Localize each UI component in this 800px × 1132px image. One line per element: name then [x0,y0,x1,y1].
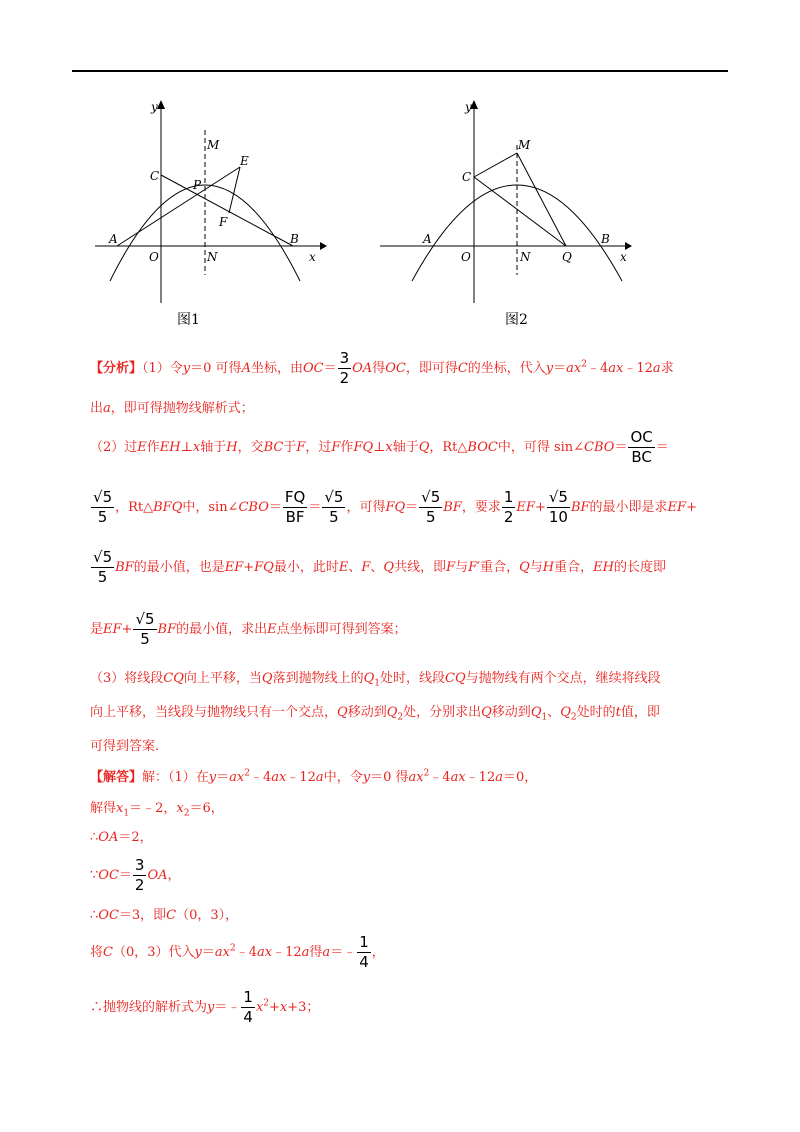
text-seg: Q [363,671,375,686]
text-seg: E [137,440,147,455]
text-seg: x [192,440,201,455]
analysis-tag: 【分析】 [90,361,143,376]
text-seg: F [296,440,306,455]
text-seg: EH [159,440,181,455]
fig2-label-x: x [620,250,627,264]
analysis-line-2 [90,397,254,416]
answer-line-5 [90,904,238,923]
text-seg: ax [214,945,230,960]
text-seg: ＝2， [118,830,153,845]
fig2-label-B: B [601,232,610,246]
text-seg: 处，分别求出 [403,705,482,720]
text-seg: 的坐标，代入 [467,361,546,376]
fraction-sqrt5-5 [133,612,156,647]
text-seg: 得 [309,945,323,960]
text-seg: y [182,361,191,376]
text-seg: 2 [229,943,236,954]
text-seg: ＝﹣2， [129,801,177,816]
text-seg: ， [167,868,181,883]
text-seg: ＝0 可得 [190,361,242,376]
text-seg: CQ [445,671,466,686]
text-seg: 1 [541,712,548,723]
text-seg: 、 [348,560,362,575]
analysis-line-7 [90,667,661,689]
text-seg: ＝ [118,868,132,883]
frac-den: 2 [339,369,350,387]
text-seg: a [495,770,503,785]
text-seg: FQ [254,560,274,575]
text-seg: （1）令 [142,361,183,376]
text-seg: y [207,1000,215,1015]
text-seg: 中，令 [323,770,363,785]
text-seg: x [116,801,124,816]
text-seg: A [241,361,251,376]
text-seg: 移动到 [491,705,531,720]
text-seg: ＝ [216,770,230,785]
text-seg: ＝ [405,500,419,515]
text-seg: ﹣4 [235,945,257,960]
text-seg: Q [560,705,571,720]
frac-den: 5 [133,629,156,647]
fig2-label-O: O [461,250,471,264]
text-seg: （3）将线段 [90,671,164,686]
figure-2-diagram [380,95,640,310]
text-seg: +3； [287,1000,320,1015]
fig1-label-N: N [207,250,218,264]
text-seg: 的长度即 [613,560,666,575]
text-seg: ＝0， [502,770,538,785]
fig2-label-M: M [518,138,531,152]
text-seg: 出 [90,401,104,416]
text-seg: ﹣4 [587,361,609,376]
text-seg: ，可得 [346,500,386,515]
answer-tag: 【解答】 [90,770,143,785]
radicand: 5 [145,610,155,628]
text-seg: FQ [385,500,406,515]
text-seg: 解得 [90,801,117,816]
text-seg: ＝6， [189,801,224,816]
text-seg: a [301,945,310,960]
text-seg: ax [608,361,624,376]
text-seg: y [194,945,202,960]
text-seg: Q [261,671,273,686]
text-seg: ，即可得 [405,361,458,376]
frac-num: FQ [284,488,306,506]
figure-2-caption: 图2 [505,312,528,328]
text-seg: 坐标，由 [250,361,303,376]
text-seg: ﹣12 [465,770,496,785]
answer-line-1 [90,766,537,785]
text-seg: x [255,1000,264,1015]
text-seg: x [385,440,393,455]
fraction-sqrt5-5 [419,490,442,525]
frac-den: 10 [547,507,570,525]
fig1-label-C: C [150,169,160,183]
answer-line-2 [90,797,224,819]
text-seg: ax [566,361,582,376]
text-seg: OC [98,908,119,923]
text-seg: ＝ [323,361,337,376]
figure-1-diagram [95,95,335,310]
fraction-1-4 [241,990,255,1025]
text-seg: EH [593,560,614,575]
text-seg: + [686,500,697,515]
text-seg: 、 [370,560,384,575]
text-seg: ＝ [268,500,282,515]
text-seg: a [315,770,324,785]
fig1-label-y: y [151,100,158,114]
text-seg: 2 [244,768,250,779]
analysis-line-9 [90,735,159,754]
text-seg: OA [352,361,373,376]
fraction-3-2 [338,351,352,386]
fig2-label-C: C [462,170,472,184]
text-seg: BF [570,500,590,515]
text-seg: 轴于 [392,440,419,455]
text-seg: BF [157,622,177,637]
text-seg: 2 [581,359,587,370]
text-seg: 作 [146,440,160,455]
text-seg: 处时的 [576,705,616,720]
frac-den: 2 [503,508,514,526]
text-seg: 与 [455,560,469,575]
fig2-label-y: y [465,100,472,114]
text-seg: x [176,801,184,816]
text-seg: 可得到答案. [90,739,160,754]
text-seg: E [267,622,277,637]
figure-2 [380,95,640,310]
fraction-oc-bc [628,430,654,465]
text-seg: CBO [238,500,269,515]
text-seg: ∵ [90,868,99,883]
frac-den: BC [628,447,654,465]
text-seg: EF [103,622,122,637]
text-seg: ﹣4 [429,770,451,785]
text-seg: ＝ [614,440,628,455]
frac-den: 2 [134,876,145,894]
frac-num: 1 [503,488,514,506]
radicand: 5 [430,488,441,506]
text-seg: ﹣12 [286,770,316,785]
text-seg: F [468,560,478,575]
text-seg: t [615,705,621,720]
analysis-line-1 [90,351,674,386]
text-seg: 落到抛物线上的 [272,671,364,686]
text-seg: 1 [123,808,130,819]
text-seg: ＝3，即 [118,908,167,923]
text-seg: ⊥ [373,440,386,455]
text-seg: BF [115,560,134,575]
frac-num: 1 [243,988,253,1006]
frac-num: √5 [135,610,155,628]
text-seg: 最小，此时 [273,560,339,575]
frac-num: 1 [359,933,369,951]
analysis-line-5 [90,550,666,585]
text-seg: CQ [163,671,184,686]
text-seg: ax [408,770,424,785]
text-seg: Q [418,440,430,455]
fig1-label-B: B [290,232,299,246]
text-seg: 重合， [554,560,594,575]
text-seg: CBO [584,440,615,455]
fig1-label-x: x [309,250,316,264]
text-seg: Q [530,705,542,720]
analysis-line-8 [90,701,660,723]
figure-1 [95,95,335,310]
text-seg: a [322,945,331,960]
text-seg: ＝﹣ [214,1000,241,1015]
frac-num: √5 [324,488,344,506]
text-seg: Q [481,705,492,720]
fraction-sqrt5-5 [322,490,345,525]
text-seg: ax [229,770,245,785]
frac-num: 3 [339,349,350,367]
text-seg: FQ [353,440,374,455]
text-seg: 移动到 [347,705,387,720]
text-seg: 的最小即是求 [589,500,668,515]
text-seg: ∴抛物线的解析式为 [90,1000,208,1015]
text-seg: ax [257,945,273,960]
text-seg: 处时，线段 [380,671,446,686]
text-seg: BFQ [153,500,183,515]
fig1-label-M: M [207,138,220,152]
text-seg: 1 [374,678,380,689]
fraction-3-2 [133,858,147,893]
text-seg: ⊥ [180,440,193,455]
text-seg: OA [147,868,168,883]
text-seg: ∴ [90,830,99,845]
text-seg: BF [443,500,462,515]
radicand: 5 [333,488,344,506]
fig1-label-F: F [219,215,228,229]
text-seg: C [457,361,468,376]
answer-line-3 [90,826,153,845]
text-seg: EF [224,560,244,575]
text-seg: ﹣4 [250,770,272,785]
radicand: 5 [102,548,113,566]
text-seg: 与 [529,560,543,575]
text-seg: 的最小值，也是 [133,560,225,575]
text-seg: ，Rt△ [429,440,468,455]
text-seg: F [331,440,341,455]
fig2-label-Q: Q [562,250,572,264]
text-seg: C [103,945,113,960]
text-seg: OC [385,361,406,376]
text-seg: 向上平移，当线段与抛物线只有一个交点， [90,705,338,720]
frac-den: 5 [91,567,114,585]
fraction-sqrt5-10 [547,490,570,525]
text-seg: H [226,440,238,455]
text-seg: y [208,770,217,785]
frac-num: 3 [134,856,145,874]
text-seg: ＝0 得 [370,770,409,785]
text-seg: ＝ [308,500,322,515]
analysis-line-4 [90,490,697,525]
text-seg: 向上平移，当 [183,671,262,686]
text-seg: + [534,500,546,515]
text-seg: ， [371,945,385,960]
text-seg: ax [450,770,466,785]
text-seg: OC [98,868,119,883]
text-seg: 与抛物线有两个交点，继续将线段 [465,671,661,686]
text-seg: ﹣12 [623,361,653,376]
frac-den: 4 [359,953,369,971]
text-seg: ＝ [655,440,669,455]
text-seg: 解：（1）在 [142,770,209,785]
text-seg: 、 [547,705,561,720]
frac-den: 5 [91,507,114,525]
analysis-line-6 [90,612,407,647]
radicand: 5 [102,488,113,506]
text-seg: 2 [263,998,270,1009]
text-seg: Q [337,705,348,720]
text-seg: y [362,770,371,785]
text-seg: 求 [660,361,674,376]
fraction-fq-bf [283,490,307,525]
text-seg: y [545,361,554,376]
answer-line-4 [90,858,181,893]
text-seg: ，要求 [461,500,501,515]
text-seg: BC [263,440,284,455]
frac-den: 5 [322,507,345,525]
text-seg: 作 [340,440,354,455]
text-seg: 2 [183,808,190,819]
text-seg: ∴ [90,908,99,923]
frac-den: 4 [243,1008,253,1026]
figure-1-caption: 图1 [177,312,200,328]
fraction-sqrt5-5 [91,490,114,525]
fig1-label-O: O [149,250,159,264]
text-seg: a [103,401,111,416]
frac-num: √5 [421,488,441,506]
text-seg: 是 [90,622,104,637]
fig2-label-N: N [520,250,531,264]
text-seg: ﹣12 [272,945,302,960]
text-seg: 2 [397,712,404,723]
analysis-line-3 [90,430,669,465]
header-rule [72,70,728,72]
text-seg: ，即可得抛物线解析式； [110,401,254,416]
text-seg: Q [386,705,398,720]
text-seg: ＝ [201,945,215,960]
frac-den: 5 [419,507,442,525]
fraction-1-2 [502,490,516,525]
text-seg: 2 [570,712,577,723]
fig1-label-P: P [193,178,202,192]
text-seg: 于 [283,440,297,455]
text-seg: F [361,560,371,575]
text-seg: 共线，即 [394,560,447,575]
answer-line-7 [90,990,319,1025]
text-seg: （2）过 [90,440,138,455]
fig1-label-E: E [240,154,249,168]
text-seg: + [121,622,133,637]
text-seg: 中，sin∠ [182,500,239,515]
frac-den: BF [283,507,307,525]
frac-num: √5 [93,548,113,566]
text-seg: 点坐标即可得到答案； [276,622,407,637]
fig1-label-A: A [109,232,118,246]
text-seg: 2 [423,768,430,779]
text-seg: OA [98,830,119,845]
text-seg: + [269,1000,280,1015]
fraction-sqrt5-5 [91,550,114,585]
text-seg: （0，3）代入 [112,945,195,960]
answer-line-6 [90,935,385,970]
text-seg: ，过 [305,440,332,455]
text-seg: x [279,1000,288,1015]
text-seg: E [338,560,349,575]
text-seg: Q [519,560,530,575]
text-seg: C [166,908,177,923]
text-seg: a [652,361,661,376]
text-seg: BOC [467,440,498,455]
fig2-label-A: A [423,232,432,246]
text-seg: Q [383,560,395,575]
text-seg: 将 [90,945,104,960]
frac-num: √5 [93,488,113,506]
text-seg: OC [302,361,324,376]
text-seg: ＝ [553,361,567,376]
text-seg: （0，3）， [176,908,239,923]
fraction-1-4 [357,935,371,970]
text-seg: 得 [372,361,386,376]
text-seg: + [243,560,255,575]
frac-num: √5 [548,488,568,506]
text-seg: 轴于 [200,440,227,455]
text-seg: EF [516,500,535,515]
text-seg: ，交 [237,440,264,455]
text-seg: EF [667,500,687,515]
text-seg: ′重合， [477,560,520,575]
frac-num: OC [630,428,653,446]
text-seg: H [542,560,555,575]
text-seg: 的最小值，求出 [176,622,268,637]
text-seg: 值，即 [620,705,660,720]
text-seg: F [446,560,456,575]
radicand: 5 [558,488,568,506]
text-seg: 中，可得 sin∠ [497,440,585,455]
text-seg: ，Rt△ [115,500,154,515]
text-seg: ＝﹣ [330,945,357,960]
text-seg: ax [271,770,287,785]
